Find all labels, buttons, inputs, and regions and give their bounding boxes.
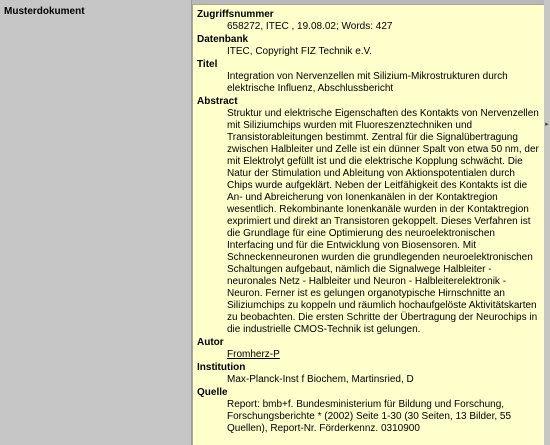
field-value-datenbank: ITEC, Copyright FIZ Technik e.V. — [227, 46, 373, 57]
field-label-abstract: Abstract — [197, 96, 238, 107]
field-value-titel: Integration von Nervenzellen mit Silizium-Mikrostrukturen durch elektrische Influenz, Abschlussbericht — [227, 71, 508, 94]
scroll-arrow-icon[interactable]: ▸ — [545, 121, 549, 128]
field-label-titel: Titel — [197, 59, 218, 70]
field-label-autor: Autor — [197, 337, 224, 348]
field-label-zugriffsnummer: Zugriffsnummer — [197, 9, 274, 20]
field-value-institution: Max-Planck-Inst f Biochem, Martinsried, D — [227, 374, 414, 385]
sidebar-label: Musterdokument — [4, 6, 85, 17]
document-record — [192, 4, 544, 445]
field-label-datenbank: Datenbank — [197, 34, 249, 45]
right-edge-strip — [544, 0, 550, 445]
field-value-quelle: Report: bmb+f. Bundesministerium für Bildung und Forschung, Forschungsberichte * (2002) Seite 1-30 (30 Seiten, 13 Bilder, 55 Quellen), Report-Nr. Förderkennz. 0310900 — [227, 399, 512, 434]
field-value-zugriffsnummer: 658272, ITEC , 19.08.02; Words: 427 — [227, 21, 393, 32]
field-label-institution: Institution — [197, 362, 246, 373]
field-value-abstract: Struktur und elektrische Eigenschaften des Kontakts von Nervenzellen mit Siliziumchips wurden mit Fluoreszenztechniken und Transistorableitungen bestimmt. Zentral für die Signalübertragung zwischen Halbleiter und Zelle ist ein dünner Spalt von etwa 50 nm, der mit Elektrolyt gefüllt ist und die elektrische Kopplung schwächt. Die Natur der Stimulation und Ableitung von Aktionspotentialen durch Chips wurde aufgeklärt. Neben der Leitfähigkeit des Kontakts ist die An- und Abreicherung von Ionenkanälen in der Kontaktregion wesentlich. Rekombinante Ionenkanäle wurden in der Kontaktregion exprimiert und direkt an Transistoren gekoppelt. Dieses Verfahren ist die Grundlage für eine Optimierung des neuroelektronischen Interfacing und für die Entwicklung von Biosensoren. Mit Schneckenneuronen wurden die grundlegenden neuroelektronischen Schaltungen aufgebaut, nämlich die Signalwege Halbleiter - neuronales Netz - Halbleiter und Neuron - Halbleiterelektronik - Neuron. Ferner ist es gelungen organotypische Hirnschnitte an Siliziumchips zu koppeln und räumlich hochaufgelöste Aktivitätskarten zu beobachten. Die ersten Schritte der Übertragung der Neurochips in die industrielle CMOS-Technik ist gelungen. — [227, 108, 539, 335]
field-label-quelle: Quelle — [197, 387, 228, 398]
sidebar-panel — [0, 0, 191, 445]
author-link[interactable]: Fromherz-P — [227, 349, 280, 360]
